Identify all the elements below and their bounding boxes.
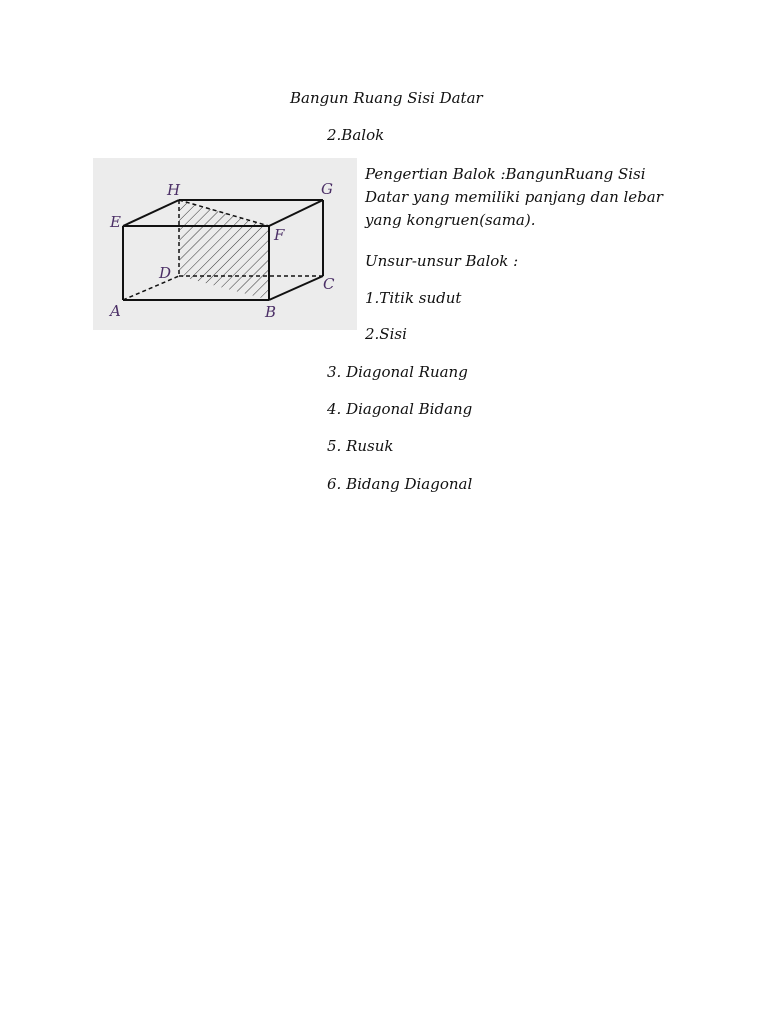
vertex-label-b: B — [265, 303, 277, 321]
list-item: 2.Sisi — [365, 325, 407, 343]
list-item: 6. Bidang Diagonal — [327, 475, 473, 493]
list-item: 3. Diagonal Ruang — [327, 363, 468, 381]
document-title: Bangun Ruang Sisi Datar — [290, 89, 483, 107]
vertex-label-g: G — [321, 180, 333, 198]
vertex-label-a: A — [110, 302, 121, 320]
vertex-label-h: H — [167, 181, 181, 199]
list-item: 4. Diagonal Bidang — [327, 400, 473, 418]
list-item: 5. Rusuk — [327, 437, 394, 455]
vertex-label-f: F — [274, 226, 285, 244]
edge-fg — [269, 200, 323, 226]
vertex-label-c: C — [323, 275, 335, 293]
elements-heading: Unsur-unsur Balok : — [365, 252, 519, 270]
cuboid-figure — [93, 158, 357, 330]
list-item: 1.Titik sudut — [365, 289, 462, 307]
cuboid-diagram — [93, 158, 357, 330]
edge-bc — [269, 276, 323, 300]
edge-eh — [123, 200, 179, 226]
vertex-label-d: D — [159, 264, 172, 282]
definition-paragraph: Pengertian Balok :BangunRuang Sisi Datar yang memiliki panjang dan lebar yang kongruen(sama). — [365, 165, 663, 229]
section-heading: 2.Balok — [327, 126, 385, 144]
vertex-label-e: E — [110, 213, 121, 231]
diagonal-plane — [179, 200, 269, 300]
